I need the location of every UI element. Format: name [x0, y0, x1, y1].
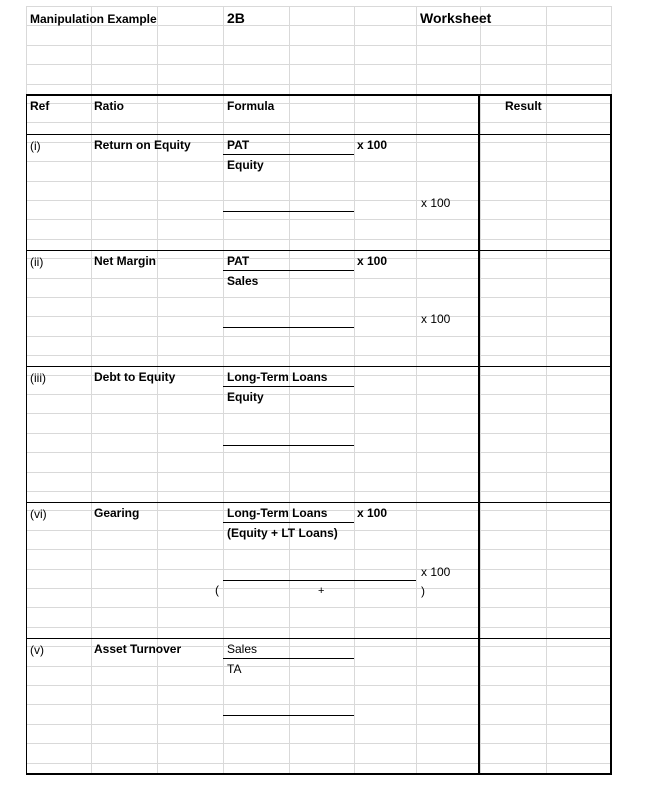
gridline-horizontal: [26, 239, 611, 240]
ratio-name: Return on Equity: [94, 138, 191, 152]
gridline-horizontal: [26, 549, 611, 550]
worksheet-multiplier: x 100: [421, 565, 451, 579]
table-border-bottom: [26, 773, 612, 775]
formula-multiplier: x 100: [357, 254, 388, 268]
gridline-horizontal: [26, 666, 611, 667]
section-divider: [26, 250, 612, 251]
row-ref: (ii): [30, 255, 44, 269]
gridline-horizontal: [26, 743, 611, 744]
gridline-vertical: [289, 6, 290, 775]
gridline-horizontal: [26, 161, 611, 162]
formula-denominator: TA: [227, 662, 242, 676]
ratio-name: Net Margin: [94, 254, 157, 268]
formula-numerator: Long-Term Loans: [227, 506, 328, 520]
section-divider: [26, 134, 612, 135]
answer-line: [223, 445, 354, 446]
gridline-horizontal: [26, 181, 611, 182]
answer-line: [223, 580, 416, 581]
row-ref: (iii): [30, 371, 46, 385]
gridline-horizontal: [26, 472, 611, 473]
fraction-line: [223, 270, 354, 271]
gridline-vertical: [157, 6, 158, 775]
answer-line: [223, 327, 354, 328]
gridline-horizontal: [26, 394, 611, 395]
gridline-horizontal: [26, 297, 611, 298]
gridline-vertical: [546, 6, 547, 775]
gridline-horizontal: [26, 278, 611, 279]
gridline-vertical: [354, 6, 355, 775]
ratio-name: Asset Turnover: [94, 642, 182, 656]
formula-denominator: (Equity + LT Loans): [227, 526, 338, 540]
row-ref: (vi): [30, 507, 47, 521]
gridline-horizontal: [26, 685, 611, 686]
gridline-horizontal: [26, 64, 611, 65]
section-divider: [26, 366, 612, 367]
plus-sign: +: [318, 585, 325, 597]
gridline-horizontal: [26, 122, 611, 123]
column-header-ref: Ref: [30, 99, 50, 113]
formula-multiplier: x 100: [357, 506, 388, 520]
fraction-line: [223, 386, 354, 387]
formula-numerator: Long-Term Loans: [227, 370, 328, 384]
gridline-horizontal: [26, 491, 611, 492]
column-header-formula: Formula: [227, 99, 275, 113]
section-divider: [26, 638, 612, 639]
gridline-horizontal: [26, 6, 611, 7]
gridline-horizontal: [26, 84, 611, 85]
gridline-horizontal: [26, 763, 611, 764]
sheet-code: 2B: [227, 10, 245, 26]
gridline-vertical: [480, 6, 481, 775]
worksheet-label: Worksheet: [420, 10, 492, 26]
close-parenthesis: ): [421, 584, 425, 598]
answer-line: [223, 715, 354, 716]
formula-denominator: Sales: [227, 274, 259, 288]
answer-line: [223, 211, 354, 212]
ratio-name: Gearing: [94, 506, 140, 520]
table-border-left: [26, 94, 27, 775]
sheet-title: Manipulation Example: [30, 12, 157, 26]
gridline-vertical: [223, 6, 224, 775]
gridline-vertical: [416, 6, 417, 775]
gridline-horizontal: [26, 336, 611, 337]
worksheet-multiplier: x 100: [421, 196, 451, 210]
gridline-horizontal: [26, 433, 611, 434]
gridline-horizontal: [26, 45, 611, 46]
column-header-result: Result: [505, 99, 542, 113]
fraction-line: [223, 522, 354, 523]
gridline-vertical: [91, 6, 92, 775]
ratio-name: Debt to Equity: [94, 370, 176, 384]
fraction-line: [223, 154, 354, 155]
gridline-horizontal: [26, 413, 611, 414]
table-border-right: [610, 94, 612, 775]
row-ref: (v): [30, 643, 44, 657]
gridline-horizontal: [26, 316, 611, 317]
formula-denominator: Equity: [227, 158, 264, 172]
table-border-top: [26, 94, 612, 96]
gridline-horizontal: [26, 219, 611, 220]
formula-numerator: PAT: [227, 254, 250, 268]
gridline-horizontal: [26, 724, 611, 725]
formula-numerator: Sales: [227, 642, 258, 656]
formula-numerator: PAT: [227, 138, 250, 152]
gridline-horizontal: [26, 452, 611, 453]
formula-multiplier: x 100: [357, 138, 388, 152]
column-header-ratio: Ratio: [94, 99, 124, 113]
gridline-horizontal: [26, 607, 611, 608]
formula-denominator: Equity: [227, 390, 264, 404]
row-ref: (i): [30, 139, 41, 153]
gridline-horizontal: [26, 200, 611, 201]
gridline-horizontal: [26, 355, 611, 356]
result-column-border: [478, 94, 480, 775]
gridline-horizontal: [26, 704, 611, 705]
open-parenthesis: (: [215, 583, 219, 597]
gridline-horizontal: [26, 569, 611, 570]
worksheet-multiplier: x 100: [421, 312, 451, 326]
section-divider: [26, 502, 612, 503]
gridline-horizontal: [26, 627, 611, 628]
fraction-line: [223, 658, 354, 659]
